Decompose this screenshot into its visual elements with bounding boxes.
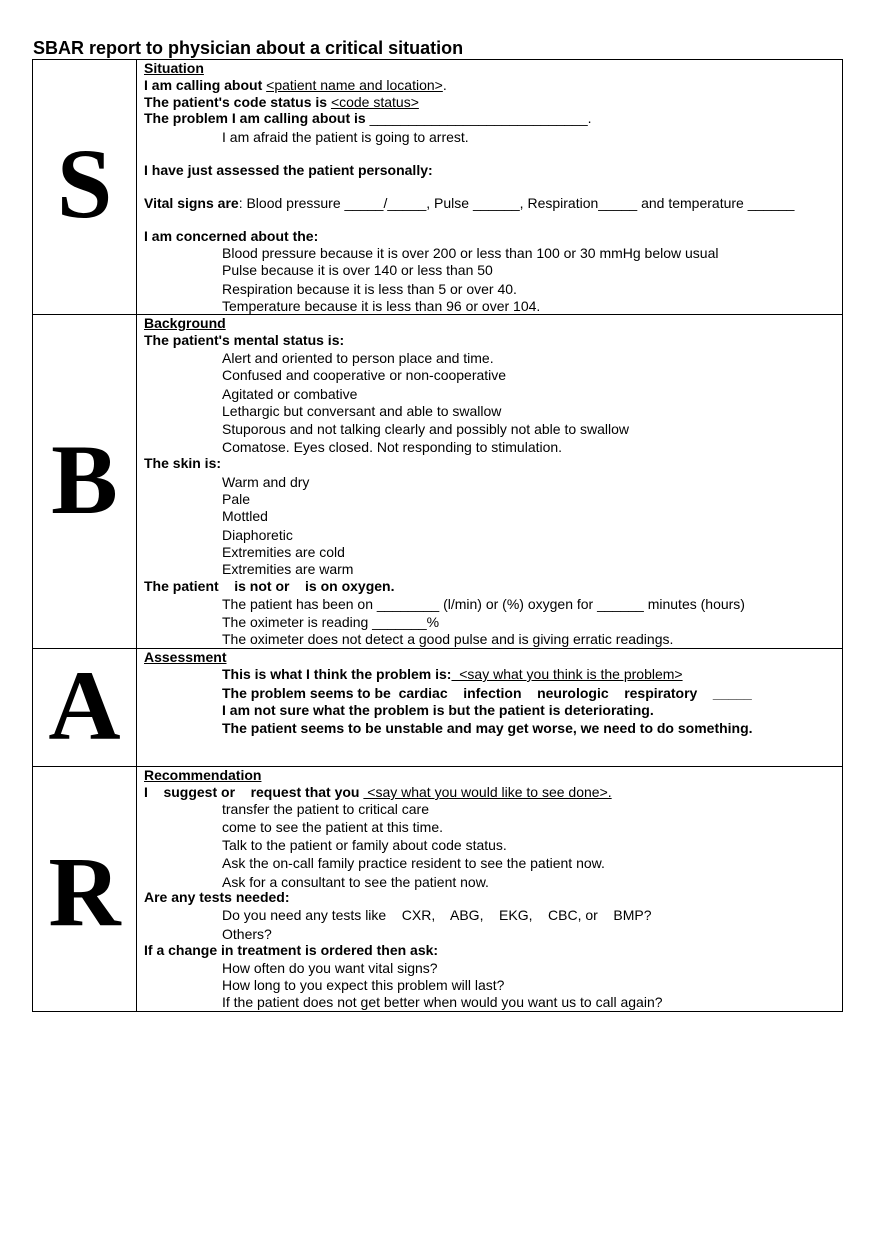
calling-about-line (144, 77, 447, 94)
suggestion-item: transfer the patient to critical care (222, 801, 429, 817)
think-value: <say what you think is the problem> (451, 666, 683, 682)
mental-status-item: Agitated or combative (222, 386, 358, 402)
oxygen-item: The oximeter does not detect a good pulse and is giving erratic readings. (222, 631, 674, 647)
oxygen-label: The patient is not or is on oxygen. (144, 578, 395, 594)
problem-blank: ____________________________ (369, 110, 588, 126)
skin-item: Warm and dry (222, 474, 310, 490)
problem-seems-line: The problem seems to be cardiac infection neurologic respiratory _____ (222, 685, 752, 701)
tests-item: Do you need any tests like CXR, ABG, EKG, CBC, or BMP? (222, 907, 652, 923)
code-status-line (144, 94, 419, 111)
vital-signs-label: Vital signs are (144, 195, 239, 211)
change-label: If a change in treatment is ordered then ask: (144, 942, 439, 958)
think-line (222, 666, 683, 683)
oxygen-item: The patient has been on ________ (l/min) or (%) oxygen for ______ minutes (hours) (222, 596, 745, 612)
letter-s: S (56, 128, 113, 239)
change-item: If the patient does not get better when would you want us to call again? (222, 994, 663, 1010)
mental-status-label: The patient's mental status is: (144, 332, 345, 348)
situation-heading: Situation (144, 60, 204, 76)
skin-label: The skin is: (144, 455, 222, 471)
unstable-line: The patient seems to be unstable and may get worse, we need to do something. (222, 720, 753, 736)
think-label: This is what I think the problem is: (222, 666, 452, 682)
tests-label: Are any tests needed: (144, 889, 290, 905)
concerned-label: I am concerned about the: (144, 228, 319, 244)
suggestion-item: Ask the on-call family practice resident to see the patient now. (222, 855, 605, 871)
suggestion-item: Talk to the patient or family about code status. (222, 837, 507, 853)
letter-b: B (51, 424, 118, 535)
concern-item: Blood pressure because it is over 200 or less than 100 or 30 mmHg below usual (222, 245, 719, 261)
table-border-bottom (32, 1011, 843, 1012)
mental-status-item: Stuporous and not talking clearly and possibly not able to swallow (222, 421, 630, 437)
concern-item: Temperature because it is less than 96 or over 104. (222, 298, 541, 314)
code-status-value: <code status> (330, 94, 419, 110)
calling-about-label: I am calling about (144, 77, 267, 93)
not-sure-line: I am not sure what the problem is but the patient is deteriorating. (222, 702, 654, 718)
mental-status-item: Comatose. Eyes closed. Not responding to stimulation. (222, 439, 563, 455)
concern-item: Pulse because it is over 140 or less than 50 (222, 262, 493, 278)
mental-status-item: Alert and oriented to person place and time. (222, 350, 494, 366)
oxygen-item: The oximeter is reading _______% (222, 614, 440, 630)
skin-item: Diaphoretic (222, 527, 293, 543)
vital-signs-fields: : Blood pressure _____/_____, Pulse ______, Respiration_____ and temperature ______ (238, 195, 795, 211)
tests-item: Others? (222, 926, 272, 942)
calling-about-value: <patient name and location> (266, 77, 443, 93)
concern-item: Respiration because it is less than 5 or over 40. (222, 281, 517, 297)
afraid-line: I am afraid the patient is going to arrest. (222, 129, 469, 145)
recommendation-heading: Recommendation (144, 767, 262, 783)
suggest-value: <say what you would like to see done>. (363, 784, 612, 800)
problem-line (144, 110, 592, 127)
code-status-label: The patient's code status is (144, 94, 331, 110)
change-item: How long to you expect this problem will last? (222, 977, 505, 993)
mental-status-item: Lethargic but conversant and able to swallow (222, 403, 502, 419)
skin-item: Extremities are cold (222, 544, 345, 560)
problem-end: . (587, 110, 592, 126)
page-title: SBAR report to physician about a critical situation (33, 38, 464, 58)
suggest-label: I suggest or request that you (144, 784, 364, 800)
suggest-line (144, 784, 612, 801)
change-item: How often do you want vital signs? (222, 960, 438, 976)
suggestion-item: come to see the patient at this time. (222, 819, 444, 835)
calling-about-end: . (442, 77, 447, 93)
letter-r: R (48, 836, 121, 947)
problem-label: The problem I am calling about is (144, 110, 370, 126)
mental-status-item: Confused and cooperative or non-cooperative (222, 367, 507, 383)
vital-signs-line (144, 195, 794, 212)
suggestion-item: Ask for a consultant to see the patient now. (222, 874, 489, 890)
background-heading: Background (144, 315, 226, 331)
column-divider (136, 59, 137, 1012)
assessed-line: I have just assessed the patient personally: (144, 162, 433, 178)
letter-a: A (48, 650, 121, 761)
assessment-heading: Assessment (144, 649, 227, 665)
skin-item: Pale (222, 491, 251, 507)
skin-item: Extremities are warm (222, 561, 354, 577)
table-border-right (842, 59, 843, 1012)
skin-item: Mottled (222, 508, 268, 524)
